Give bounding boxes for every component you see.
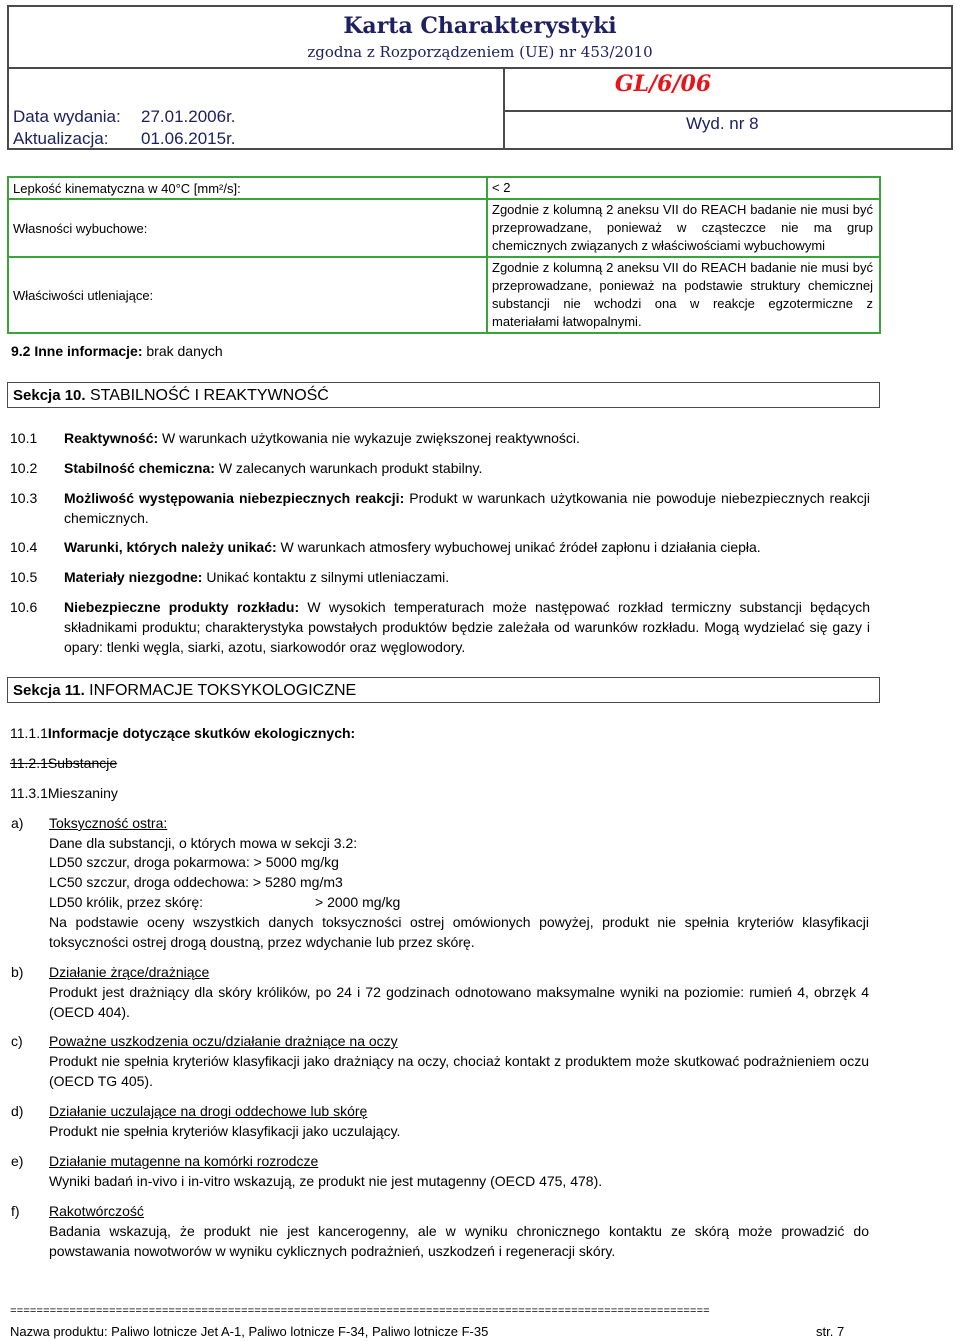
section-9-2-label: 9.2 Inne informacje: [11,343,143,359]
document-title: Karta Charakterystyki [343,13,617,39]
item-letter: f) [11,1203,20,1219]
document-subtitle: zgodna z Rozporządzeniem (UE) nr 453/2010 [307,43,653,61]
item-letter: b) [11,964,24,980]
property-label: Lepkość kinematyczna w 40°C [mm²/s]: [8,177,487,199]
item-text: W warunkach atmosfery wybuchowej unikać źródeł zapłonu i działania ciepła. [276,539,761,555]
item-number: 10.3 [10,490,38,506]
subsection-number: 11.1.1 [10,725,48,741]
header-code-box [503,67,953,112]
subsection-11-2-1: 11.2.1Substancje [10,755,118,771]
table-row [8,177,880,199]
section-10-heading [7,382,880,408]
item-letter: c) [11,1033,23,1049]
section-11-title: INFORMACJE TOKSYKOLOGICZNE [84,682,357,699]
mutagenicity-heading: Działanie mutagenne na komórki rozrodcze [49,1153,319,1169]
update-date-value: 01.06.2015r. [141,129,236,148]
update-date-row [13,129,236,149]
property-value: < 2 [487,177,880,199]
item-text: Produkt w warunkach użytkowania nie powoduje niebezpiecznych reakcji chemicznych. [64,490,870,526]
list-item [64,488,870,528]
item-number: 10.2 [10,460,38,476]
ld50-oral-label: LD50 szczur, droga pokarmowa: [49,854,250,870]
table-row [8,199,880,257]
list-item [64,567,870,587]
footer-product-name: Nazwa produktu: Paliwo lotnicze Jet A-1, Paliwo lotnicze F-34, Paliwo lotnicze F-35 [10,1324,489,1339]
document-header [7,5,953,150]
sensitisation-text: Produkt nie spełnia kryteriów klasyfikacji jako uczulający. [49,1123,401,1139]
corrosion-heading: Działanie żrące/drażniące [49,964,210,980]
list-item [64,537,870,557]
page-footer [10,1324,850,1339]
eye-damage-text: Produkt nie spełnia kryteriów klasyfikacji jako drażniący na oczy, chociaż kontakt z produktem może skutkować podrażnieniem oczu (OECD TG 405). [49,1053,869,1089]
item-number: 10.5 [10,569,38,585]
corrosion-text: Produkt jest drażniący dla skóry królików, po 24 i 72 godzinach odnotowano maksymalne wyniki na poziomie: rumień 4, obrzęk 4 (OECD 404). [49,984,869,1020]
acute-toxicity-conclusion: Na podstawie oceny wszystkich danych toksyczności ostrej omówionych powyżej, produkt nie spełnia kryteriów klasyfikacji toksyczności ostrej drogą doustną, przez wdychanie lub przez skórę. [49,914,869,950]
subsection-11-1-1 [10,723,355,743]
section-11-prefix: Sekcja 11. [13,682,85,699]
list-item [64,597,870,657]
eye-damage-heading: Poważne uszkodzenia oczu/działanie drażniące na oczy [49,1033,398,1049]
issue-date-label: Data wydania: [13,107,121,126]
carcinogenicity-text: Badania wskazują, że produkt nie jest kancerogenny, ale w wyniku chronicznego kontaktu ze skórą może prowadzić do powstawania nowotworów w wyniku cyklicznych podrażnień, uszkodzeń i regeneracji skóry. [49,1223,869,1259]
subsection-11-3-1: 11.3.1Mieszaniny [10,785,118,801]
list-item [64,428,870,448]
item-label: Reaktywność: [64,430,159,446]
update-date-label: Aktualizacja: [13,129,109,148]
item-label: Niebezpieczne produkty rozkładu: [64,599,300,615]
section-9-2 [11,341,223,361]
properties-table [7,176,881,334]
property-value: Zgodnie z kolumną 2 aneksu VII do REACH badanie nie musi być przeprowadzane, ponieważ na podstawie struktury chemicznej substancji nie wchodzi ona w reakcje egzotermiczne z materiałami łatwopalnymi. [487,257,880,333]
property-label: Własności wybuchowe: [8,199,487,257]
item-label: Warunki, których należy unikać: [64,539,277,555]
item-text: W warunkach użytkowania nie wykazuje zwiększonej reaktywności. [158,430,580,446]
document-code: GL/6/06 [614,71,712,97]
ld50-oral-row [49,852,869,872]
item-number: 10.4 [10,539,38,555]
sensitisation-heading: Działanie uczulające na drogi oddechowe lub skórę [49,1103,368,1119]
section-11-heading [7,677,880,703]
edition-number: Wyd. nr 8 [686,114,759,133]
item-letter: a) [11,815,24,831]
item-text: W wysokich temperaturach może następować rozkład termiczny substancji będących składnikami produktu; charakterystyka powstałych produktów będzie zależała od warunków rozkładu. Mogą wydzielać się gazy i opary: tlenki węgla, siarki, azotu, siarkowodór oraz węglowodory. [64,599,871,655]
header-title-box [9,7,951,69]
item-letter: d) [11,1103,24,1119]
issue-date-row [13,107,236,127]
subsection-label: Informacje dotyczące skutków ekologicznych: [47,725,356,741]
section-9-2-value: brak danych [142,343,223,359]
ld50-skin-label: LD50 królik, przez skórę: [49,894,204,910]
item-label: Materiały niezgodne: [64,569,203,585]
ld50-skin-row [49,892,869,912]
lc50-label: LC50 szczur, droga oddechowa: [49,874,250,890]
section-10-prefix: Sekcja 10. [13,387,86,404]
carcinogenicity-heading: Rakotwórczość [49,1203,144,1219]
acute-toxicity-intro: Dane dla substancji, o których mowa w sekcji 3.2: [49,835,358,851]
lc50-value: > 5280 mg/m3 [252,874,343,890]
item-text: Unikać kontaktu z silnymi utleniaczami. [202,569,450,585]
item-number: 10.6 [10,599,38,615]
list-item [64,458,870,478]
footer-separator: ========================================================================================================== [10,1306,710,1318]
ld50-oral-value: > 5000 mg/kg [253,854,339,870]
property-label: Właściwości utleniające: [8,257,487,333]
mutagenicity-text: Wyniki badań in-vivo i in-vitro wskazują, ze produkt nie jest mutagenny (OECD 475, 478). [49,1173,603,1189]
item-text: W zalecanych warunkach produkt stabilny. [214,460,483,476]
page-number: str. 7 [816,1324,845,1339]
acute-toxicity-heading: Toksyczność ostra: [49,815,168,831]
property-value: Zgodnie z kolumną 2 aneksu VII do REACH badanie nie musi być przeprowadzane, ponieważ w cząsteczce nie ma grup chemicznych związanych z właściwościami wybuchowymi [487,199,880,257]
item-number: 10.1 [10,430,38,446]
section-10-title: STABILNOŚĆ I REAKTYWNOŚĆ [85,387,329,404]
table-row [8,257,880,333]
header-dates [9,67,505,148]
item-label: Stabilność chemiczna: [64,460,215,476]
lc50-row [49,872,869,892]
item-label: Możliwość występowania niebezpiecznych reakcji: [64,490,405,506]
issue-date-value: 27.01.2006r. [141,107,236,126]
ld50-skin-value: > 2000 mg/kg [315,894,401,910]
item-letter: e) [11,1153,24,1169]
